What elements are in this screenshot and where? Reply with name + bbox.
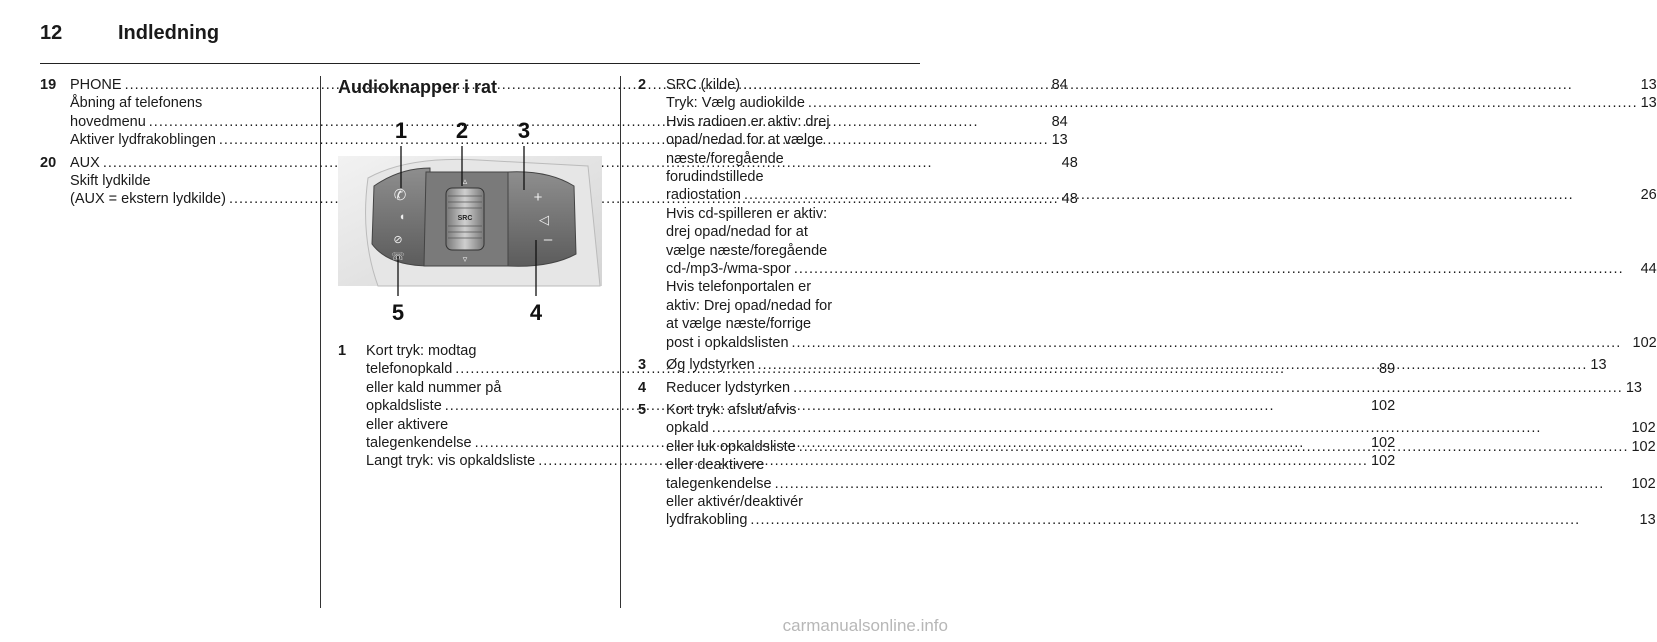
- dot-leader: [775, 475, 1629, 493]
- entry-text: telefonopkald: [366, 361, 453, 378]
- entry-body: [666, 401, 1656, 530]
- entry-text: eller aktivér/deaktivér: [666, 493, 803, 510]
- page-reference-link[interactable]: 26: [1640, 187, 1657, 204]
- entry-line: [666, 278, 1657, 296]
- entry-line: [666, 242, 1657, 260]
- entry-text: (AUX = ekstern lydkilde): [70, 191, 226, 208]
- entry-line: [666, 493, 1656, 511]
- page-reference-link[interactable]: 13: [1640, 95, 1657, 112]
- page-reference-link[interactable]: 102: [1370, 435, 1396, 452]
- entry-text: eller kald nummer på: [366, 379, 502, 396]
- entry-text: Kort tryk: afslut/afvis: [666, 401, 797, 418]
- entry-number: 20: [40, 154, 57, 171]
- index-entry: [638, 401, 1656, 530]
- entry-text: at vælge næste/forrige: [666, 316, 812, 333]
- entry-line: [666, 76, 1657, 94]
- entry-text: Øg lydstyrken: [666, 357, 755, 374]
- entry-line: [666, 168, 1657, 186]
- entry-text: Hvis cd-spilleren er aktiv:: [666, 205, 828, 222]
- dot-leader: [758, 356, 1588, 374]
- page-reference-link[interactable]: 102: [1632, 334, 1657, 351]
- steering-wheel-controls-figure: [338, 116, 602, 328]
- entry-text: aktiv: Drej opad/nedad for: [666, 297, 833, 314]
- section-title: Audioknapper i rat: [338, 77, 498, 97]
- entry-text: eller luk opkaldsliste: [666, 438, 796, 455]
- entry-line: [666, 356, 1607, 374]
- footer-watermark: carmanualsonline.info: [782, 616, 948, 635]
- entry-text: hovedmenu: [70, 113, 146, 130]
- entry-text: radiostation: [666, 187, 741, 204]
- entry-line: [666, 223, 1657, 241]
- entry-line: [666, 113, 1657, 131]
- entry-line: [666, 150, 1657, 168]
- src-button-text: SRC: [457, 215, 473, 222]
- entry-text: talegenkendelse: [666, 475, 772, 492]
- entry-text: lydfrakobling: [666, 512, 748, 529]
- dot-leader: [750, 511, 1636, 529]
- hang-up-icon: ☏: [391, 251, 405, 263]
- entry-text: Aktiver lydfrakoblingen: [70, 132, 216, 149]
- index-entry: [638, 379, 1642, 397]
- entry-text: Hvis radioen er aktiv: drej: [666, 113, 830, 130]
- entry-line: [666, 401, 1656, 419]
- header-rule: [40, 63, 920, 64]
- entry-text: opkaldsliste: [366, 398, 442, 415]
- entry-text: Tryk: Vælg audiokilde: [666, 95, 805, 112]
- entry-number: 4: [638, 379, 647, 396]
- page-reference-link[interactable]: 84: [1051, 77, 1068, 93]
- entry-text: AUX: [70, 154, 100, 171]
- callout-2: 2: [455, 118, 469, 143]
- entry-text: SRC (kilde): [666, 77, 741, 93]
- entry-number: 19: [40, 77, 57, 93]
- entry-text: forudindstillede: [666, 169, 764, 186]
- dot-leader: [799, 438, 1629, 456]
- entry-line: [666, 475, 1656, 493]
- dot-leader: [793, 379, 1623, 397]
- entry-line: [666, 456, 1656, 474]
- entry-text: vælge næste/foregående: [666, 242, 828, 259]
- page-reference-link[interactable]: 13: [1051, 132, 1068, 149]
- entry-text: drej opad/nedad for at: [666, 224, 808, 241]
- entry-text: opkald: [666, 420, 709, 437]
- entry-line: [666, 438, 1656, 456]
- entry-line: [666, 419, 1656, 437]
- entry-line: [666, 315, 1657, 333]
- entry-text: Langt tryk: vis opkaldsliste: [366, 453, 536, 470]
- page-reference-link[interactable]: 102: [1370, 398, 1396, 415]
- entry-line: [666, 131, 1657, 149]
- page-reference-link[interactable]: 102: [1631, 420, 1656, 437]
- entry-text: eller deaktivere: [666, 457, 765, 474]
- speaker-icon: ◁: [539, 212, 549, 227]
- entry-text: Kort tryk: modtag: [366, 343, 477, 359]
- volume-plus-icon: +: [533, 189, 543, 206]
- down-arrow-icon: ▿: [462, 254, 468, 264]
- entry-line: [666, 186, 1657, 204]
- page-header: [40, 20, 219, 46]
- entry-line: [666, 297, 1657, 315]
- entry-line: [666, 379, 1642, 397]
- mute-icon: ⊘: [393, 234, 403, 246]
- entry-body: [666, 76, 1657, 352]
- volume-minus-icon: –: [543, 231, 553, 248]
- entry-text: Skift lydkilde: [70, 173, 151, 190]
- page-reference-link[interactable]: 44: [1640, 261, 1657, 278]
- entry-text: Åbning af telefonens: [70, 95, 203, 112]
- dot-leader: [743, 76, 1637, 94]
- callout-4: 4: [529, 300, 543, 325]
- page-reference-link[interactable]: 102: [1370, 453, 1396, 470]
- entry-line: [666, 205, 1657, 223]
- entry-text: PHONE: [70, 77, 122, 93]
- entry-line: [666, 334, 1657, 352]
- callout-3: 3: [517, 118, 531, 143]
- page-reference-link[interactable]: 13: [1625, 379, 1642, 396]
- page-reference-link[interactable]: 13: [1640, 77, 1657, 93]
- entry-text: post i opkaldslisten: [666, 334, 789, 351]
- page-reference-link[interactable]: 102: [1631, 475, 1656, 492]
- callout-5: 5: [391, 300, 405, 325]
- up-arrow-icon: ▵: [462, 176, 468, 186]
- entry-number: 1: [338, 343, 347, 359]
- page-reference-link[interactable]: 13: [1590, 357, 1607, 374]
- dot-leader: [712, 419, 1629, 437]
- dot-leader: [808, 94, 1638, 112]
- entry-body: [666, 379, 1642, 397]
- entry-number: 3: [638, 357, 647, 374]
- entry-line: [666, 260, 1657, 278]
- page-reference-link[interactable]: 48: [1061, 154, 1078, 171]
- page-number: 12: [40, 21, 63, 44]
- page-reference-link[interactable]: 48: [1061, 191, 1078, 208]
- entry-text: næste/foregående: [666, 150, 784, 167]
- entry-number: 5: [638, 401, 647, 418]
- entry-text: eller aktivere: [366, 416, 449, 433]
- page-reference-link[interactable]: 102: [1631, 438, 1656, 455]
- entry-number: 2: [638, 77, 647, 93]
- entry-text: opad/nedad for at vælge: [666, 132, 824, 149]
- entry-text: talegenkendelse: [366, 435, 472, 452]
- chapter-title: Indledning: [118, 21, 220, 44]
- callout-1: 1: [394, 118, 408, 143]
- entry-line: [666, 511, 1656, 529]
- entry-line: [666, 94, 1657, 112]
- phone-icon: ✆: [393, 187, 407, 204]
- page-reference-link[interactable]: 84: [1051, 113, 1068, 130]
- page-reference-link[interactable]: 89: [1379, 361, 1396, 378]
- dot-leader: [792, 334, 1630, 352]
- entry-text: cd-/mp3-/wma-spor: [666, 261, 791, 278]
- page-reference-link[interactable]: 13: [1639, 512, 1656, 529]
- entry-text: Hvis telefonportalen er: [666, 279, 812, 296]
- dot-leader: [744, 186, 1638, 204]
- entry-body: [666, 356, 1607, 374]
- voice-icon: ◖: [398, 211, 406, 223]
- entry-text: Reducer lydstyrken: [666, 379, 791, 396]
- dot-leader: [794, 260, 1638, 278]
